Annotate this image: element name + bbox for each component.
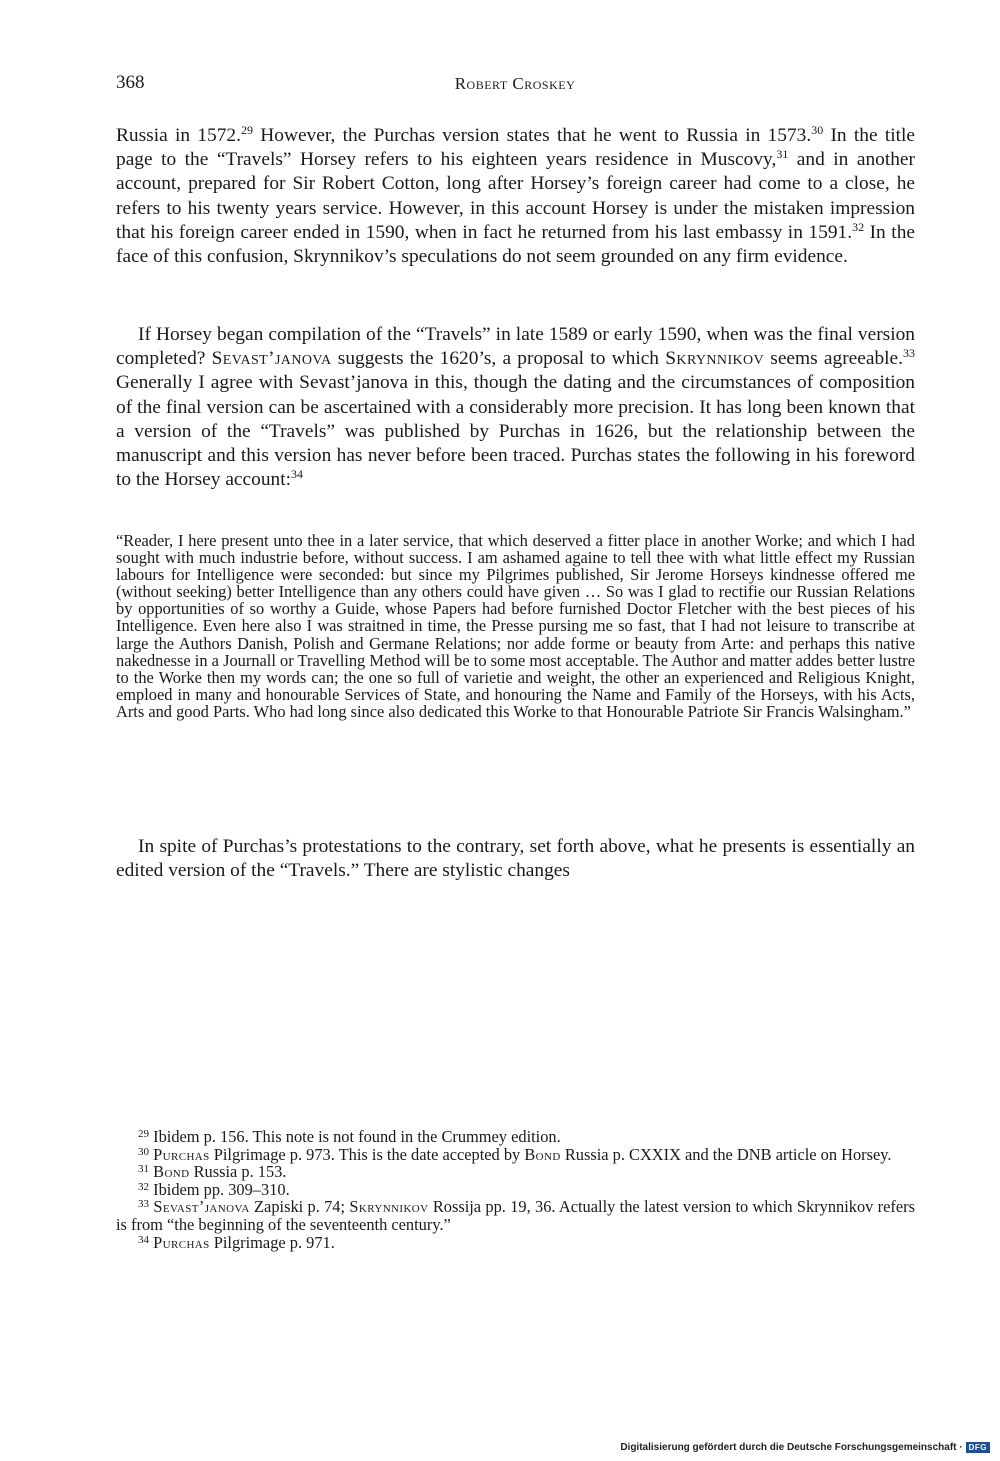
footnote-33 (116, 1198, 915, 1233)
p1-text-1: Russia in 1572. (116, 125, 241, 146)
footnote-text: Russia p. CXXIX and the DNB article on Horsey. (560, 1144, 892, 1164)
footnote-30 (116, 1146, 915, 1164)
footnote-number: 31 (138, 1163, 149, 1176)
footnote-text: Zapiski p. 74; (249, 1197, 350, 1217)
author-name-skrynnikov: Skrynnikov (665, 348, 765, 370)
p1-text-3: In the title page to the “Travels” Horsey refers to his eighteen years residence in Muscovy, (116, 125, 915, 171)
paragraph-1 (116, 124, 915, 269)
running-head: Robert Croskey (454, 74, 576, 93)
footnote-ref-32[interactable]: 32 (852, 219, 865, 234)
footnote-number: 30 (138, 1145, 149, 1158)
footnote-31 (116, 1163, 915, 1181)
footnote-text: Ibidem p. 156. This note is not found in the Crummey edition. (153, 1127, 561, 1146)
footnote-number: 33 (138, 1198, 149, 1211)
dfg-logo-icon[interactable]: DFG (966, 1442, 990, 1453)
footnote-29 (116, 1128, 915, 1146)
footnotes (116, 1128, 915, 1251)
footnote-34 (116, 1234, 915, 1252)
footnote-author: Purchas (153, 1232, 210, 1252)
p1-text-2: However, the Purchas version states that he went to Russia in 1573. (252, 125, 812, 146)
p2-text-1: If Horsey began compilation of the “Travels” in late 1589 or early 1590, when was the final version completed? (116, 324, 915, 370)
footnote-ref-33[interactable]: 33 (903, 346, 916, 361)
footnote-number: 34 (138, 1233, 149, 1246)
footnote-author: Purchas (153, 1144, 210, 1164)
p2-text-4: Generally I agree with Sevast’janova in this, though the dating and the circumstances of composition of the final version can be ascertained with a considerably more precision. It has long been known that a version of the “Travels” was published by Purchas in 1626, but the relationship between the manuscript and this version has never before been traced. Purchas states the following in his foreword to the Horsey account: (116, 372, 915, 491)
footnote-text: Pilgrimage p. 973. This is the date accepted by (209, 1144, 525, 1164)
p1-text-4: and in another account, prepared for Sir Robert Cotton, long after Horsey’s foreign career had come to a close, he refers to his twenty years service. However, in this account Horsey is under the mistaken impression that his foreign career ended in 1590, when in fact he returned from his last embassy in 1591. (116, 149, 915, 243)
block-quote-text: “Reader, I here present unto thee in a later service, that which deserved a fitter place in another Worke; and which I had sought with much industrie before, without success. I am ashamed againe to tell thee with what little effect my Russian labours for Intelligence were seconded: but since my Pilgrimes published, Sir Jerome Horseys kindnesse offered me (without seeking) better Intelligence than any others could have given … So was I glad to rectifie our Russian Relations by opportunities of so worthy a Guide, whose Papers had before furnished Doctor Fletcher with the best pieces of his Intelligence. Even here also I was straitned in time, the Presse pursing me so fast, that I had not leisure to transcribe at large the Authors Danish, Polish and Germane Relations; nor adde forme or beauty from Arte: and perhaps this native nakednesse in a Journall or Travelling Method will be to some most acceptable. The Author and matter addes better lustre to the Worke then my words can; the one so full of varietie and weight, the other an experienced and Religious Knight, emploed in many and honourable Services of State, and honouring the Name and Family of the Horseys, with his Acts, Arts and good Parts. Who had long since also dedicated this Worke to that Honourable Patriote Sir Francis Walsingham.” (116, 531, 915, 721)
footnote-text: Pilgrimage p. 971. (209, 1232, 335, 1252)
block-quote (116, 532, 915, 720)
footnote-ref-30[interactable]: 30 (811, 123, 824, 137)
footnote-author: Skrynnikov (349, 1197, 429, 1217)
author-name-sevastjanova: Sevast’janova (211, 348, 332, 370)
digitization-note: Digitalisierung gefördert durch die Deutsche Forschungsgemeinschaft · (620, 1442, 963, 1453)
footnote-32 (116, 1181, 915, 1199)
page-number: 368 (116, 72, 145, 93)
footnote-text: Ibidem pp. 309–310. (153, 1179, 290, 1199)
footnote-author: Sevast’janova (153, 1197, 250, 1217)
p3-text: In spite of Purchas’s protestations to the contrary, set forth above, what he presents is essentially an edited version of the “Travels.” There are stylistic changes (116, 836, 915, 882)
footnote-number: 32 (138, 1180, 149, 1193)
footnote-ref-29[interactable]: 29 (240, 123, 253, 137)
paragraph-3 (116, 835, 915, 883)
p1-text-5: In the face of this confusion, Skrynnikov’s speculations do not seem grounded on any firm evidence. (116, 221, 915, 268)
p2-text-3: seems agreeable. (764, 348, 904, 370)
footnote-text: Rossija pp. 19, 36. Actually the latest version to which Skrynnikov refers is from “the beginning of the seventeenth century.” (116, 1197, 915, 1234)
footnote-number: 29 (138, 1128, 149, 1140)
footnote-ref-31[interactable]: 31 (776, 147, 789, 162)
paragraph-2 (116, 323, 915, 492)
footnote-author: Bond (153, 1162, 190, 1182)
footnote-text: Russia p. 153. (189, 1162, 287, 1182)
footnote-ref-34[interactable]: 34 (291, 467, 303, 482)
p2-text-2: suggests the 1620’s, a proposal to which (331, 348, 666, 370)
footnote-author: Bond (524, 1144, 561, 1164)
digitization-footer (620, 1442, 990, 1453)
